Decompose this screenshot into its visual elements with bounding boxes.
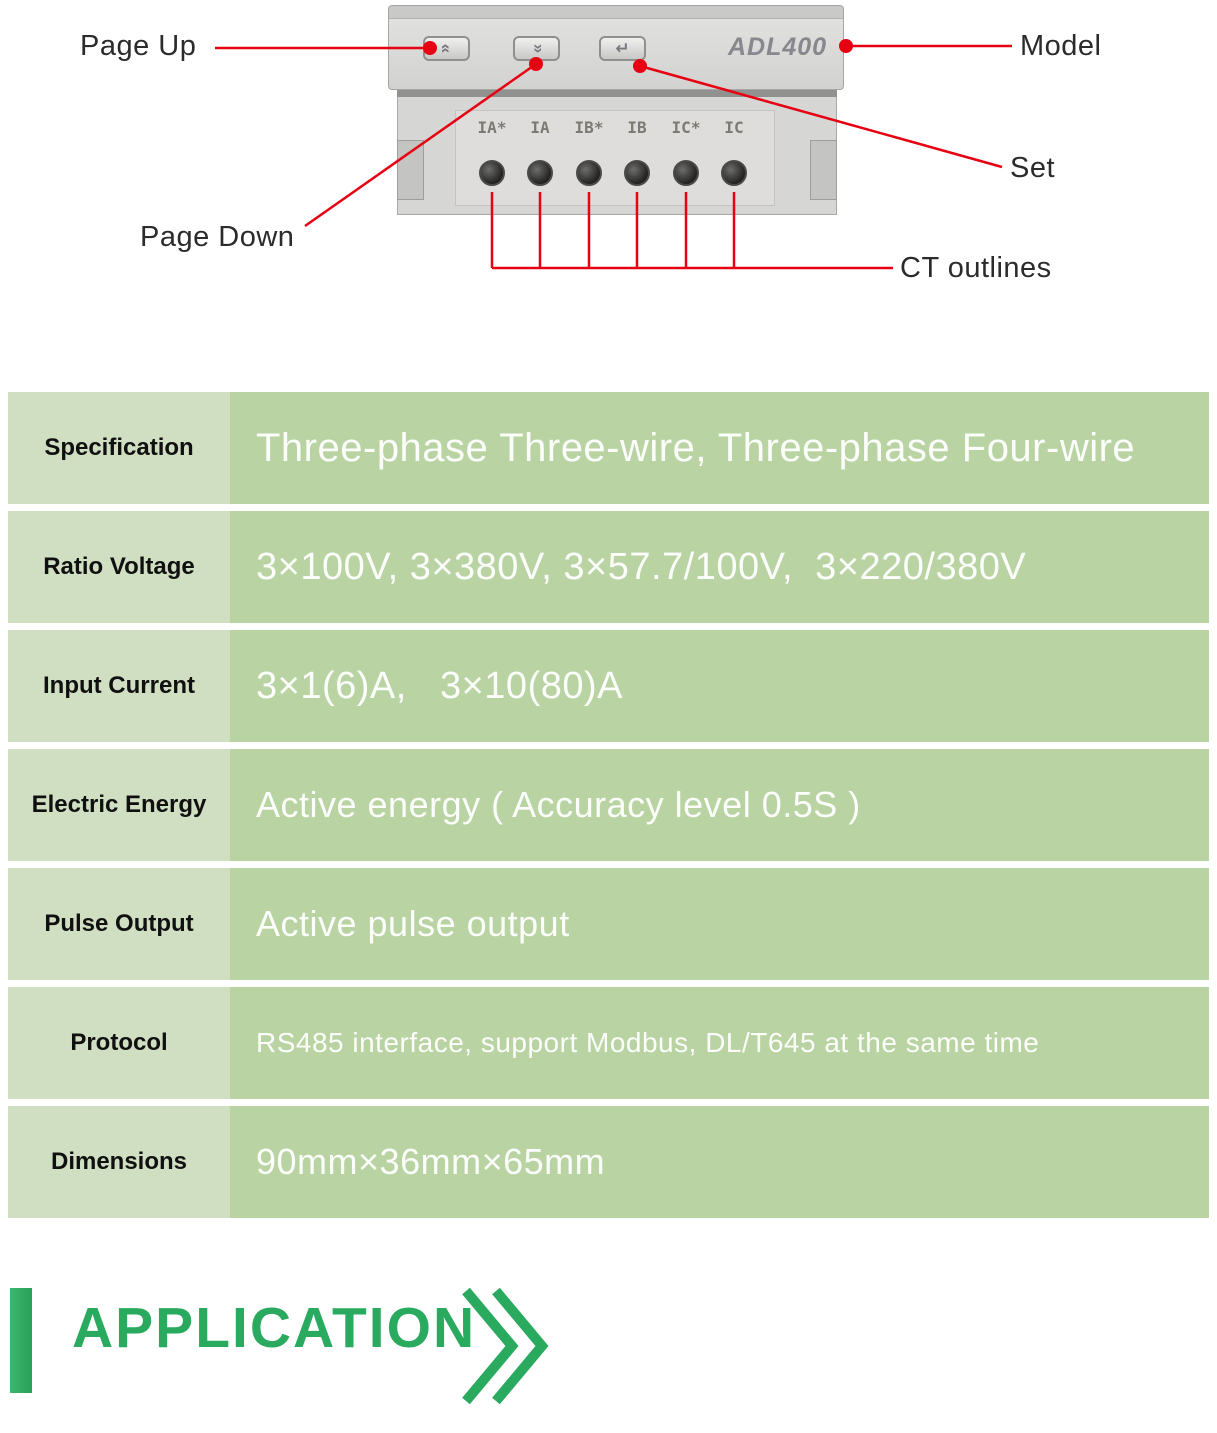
spec-row-value: 90mm×36mm×65mm: [230, 1106, 1209, 1218]
ct-terminal: [527, 160, 553, 186]
spec-row-label: Electric Energy: [8, 749, 230, 861]
application-section: [0, 1285, 1217, 1415]
terminal-label: IC*: [671, 118, 701, 137]
ct-outlines-callout: CT outlines: [900, 252, 1052, 284]
device-diagram: [0, 0, 1217, 392]
terminal-label: IC: [724, 118, 744, 137]
device-model-text: ADL400: [728, 33, 828, 61]
terminal-label: IB: [627, 118, 647, 137]
spec-row-value: Three-phase Three-wire, Three-phase Four-wire: [230, 392, 1209, 504]
set-callout: Set: [1010, 152, 1056, 184]
terminal-label: IA: [530, 118, 550, 137]
ct-terminal: [673, 160, 699, 186]
spec-row-protocol: [8, 987, 1209, 1099]
spec-row-label: Dimensions: [8, 1106, 230, 1218]
application-accent-bar: [10, 1288, 32, 1393]
enter-icon: ↵: [615, 39, 630, 58]
meter-body-seam: [397, 90, 837, 97]
double-chevron-down-icon: «: [527, 43, 546, 54]
ct-terminal: [576, 160, 602, 186]
meter-right-tab: [810, 140, 837, 200]
spec-row-specification: [8, 392, 1209, 504]
spec-row-label: Protocol: [8, 987, 230, 1099]
spec-row-pulse-output: [8, 868, 1209, 980]
set-button: [599, 36, 646, 61]
spec-row-label: Ratio Voltage: [8, 511, 230, 623]
spec-row-dimensions: [8, 1106, 1209, 1218]
spec-row-input-current: [8, 630, 1209, 742]
spec-row-value: Active energy ( Accuracy level 0.5S ): [230, 749, 1209, 861]
ct-terminal: [624, 160, 650, 186]
meter-left-tab: [397, 140, 424, 200]
spec-row-value: 3×100V, 3×380V, 3×57.7/100V, 3×220/380V: [230, 511, 1209, 623]
application-title: APPLICATION: [72, 1296, 477, 1360]
spec-row-value: Active pulse output: [230, 868, 1209, 980]
double-chevron-right-icon: [458, 1285, 553, 1407]
terminal-label: IB*: [574, 118, 604, 137]
ct-terminal: [721, 160, 747, 186]
page-up-button: [423, 36, 470, 61]
page-down-callout: Page Down: [140, 221, 295, 253]
terminal-label: IA*: [477, 118, 507, 137]
spec-row-value: 3×1(6)A, 3×10(80)A: [230, 630, 1209, 742]
spec-row-label: Pulse Output: [8, 868, 230, 980]
spec-row-electric-energy: [8, 749, 1209, 861]
model-callout: Model: [1020, 30, 1102, 62]
spec-table: [0, 392, 1217, 1225]
spec-row-ratio-voltage: [8, 511, 1209, 623]
spec-row-value: RS485 interface, support Modbus, DL/T645 at the same time: [230, 987, 1209, 1099]
page-down-button: [513, 36, 560, 61]
spec-row-label: Specification: [8, 392, 230, 504]
double-chevron-up-icon: «: [437, 43, 456, 54]
page-up-callout: Page Up: [80, 30, 197, 62]
spec-row-label: Input Current: [8, 630, 230, 742]
ct-terminal: [479, 160, 505, 186]
